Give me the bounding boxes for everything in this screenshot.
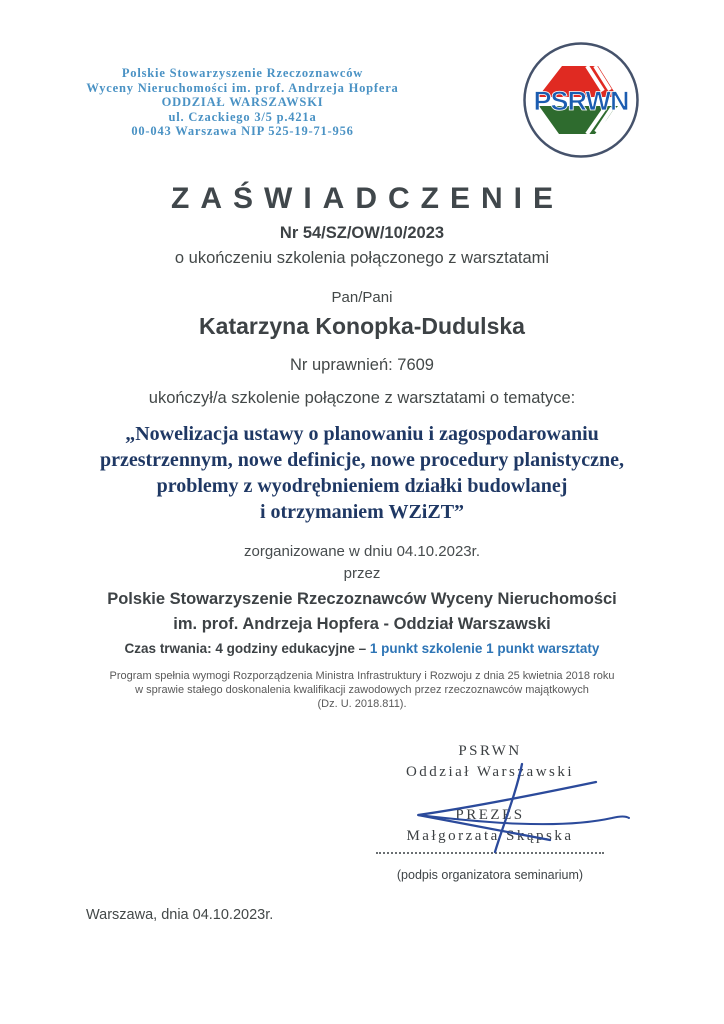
topic-line: przestrzennym, nowe definicje, nowe procedury planistyczne, bbox=[99, 449, 624, 471]
training-topic bbox=[0, 421, 724, 525]
organizer-line: im. prof. Andrzeja Hopfera - Oddział Warszawski bbox=[173, 615, 551, 633]
organized-date-line: zorganizowane w dniu 04.10.2023r. bbox=[243, 543, 480, 560]
org-line: ODDZIAŁ WARSZAWSKI bbox=[161, 95, 324, 110]
certificate-subtitle: o ukończeniu szkolenia połączonego z warsztatami bbox=[174, 249, 550, 267]
signature-dotted-line bbox=[376, 852, 604, 854]
by-line: przez bbox=[343, 565, 381, 582]
legal-line: Program spełnia wymogi Rozporządzenia Ministra Infrastruktury i Rozwoju z dnia 25 kwietnia 2018 roku bbox=[109, 670, 615, 682]
signature-gap bbox=[355, 783, 625, 805]
organization-header bbox=[55, 66, 430, 139]
org-line: 00-043 Warszawa NIP 525-19-71-956 bbox=[131, 124, 354, 139]
organizer-name bbox=[0, 587, 724, 637]
legal-note bbox=[0, 669, 724, 711]
completion-statement: ukończył/a szkolenie połączone z warsztatami o tematyce: bbox=[148, 389, 576, 407]
duration-line bbox=[0, 641, 724, 656]
topic-line: i otrzymaniem WZiZT” bbox=[259, 501, 465, 523]
recipient-name: Katarzyna Konopka-Dudulska bbox=[199, 313, 525, 339]
license-number: Nr uprawnień: 7609 bbox=[289, 356, 434, 374]
signature-caption: (podpis organizatora seminarium) bbox=[396, 868, 584, 882]
salutation: Pan/Pani bbox=[331, 289, 393, 306]
certificate-number: Nr 54/SZ/OW/10/2023 bbox=[279, 224, 445, 242]
signature-block bbox=[355, 741, 625, 886]
legal-line: (Dz. U. 2018.811). bbox=[317, 698, 407, 710]
place-and-date: Warszawa, dnia 04.10.2023r. bbox=[86, 907, 274, 923]
signature-branch: Oddział Warszawski bbox=[405, 764, 575, 780]
org-line: Wyceny Nieruchomości im. prof. Andrzeja Hopfera bbox=[86, 80, 399, 95]
duration-label: Czas trwania: 4 godziny edukacyjne – bbox=[124, 641, 370, 656]
topic-line: problemy z wyodrębnieniem działki budowlanej bbox=[156, 475, 568, 497]
signature-org: PSRWN bbox=[458, 743, 522, 759]
document-title: ZAŚWIADCZENIE bbox=[171, 182, 564, 215]
org-line: ul. Czackiego 3/5 p.421a bbox=[168, 109, 317, 124]
signature-role: PREZES bbox=[455, 807, 525, 823]
psrwn-logo-icon bbox=[521, 40, 641, 160]
duration-points: 1 punkt szkolenie 1 punkt warsztaty bbox=[369, 641, 600, 656]
org-line: Polskie Stowarzyszenie Rzeczoznawców bbox=[121, 66, 364, 80]
legal-line: w sprawie stałego doskonalenia kwalifikacji zawodowych przez rzeczoznawców majątkowych bbox=[135, 684, 589, 696]
logo-wordmark: PSRWN bbox=[533, 86, 629, 116]
topic-line: „Nowelizacja ustawy o planowaniu i zagospodarowaniu bbox=[125, 423, 599, 445]
signature-name: Małgorzata Skąpska bbox=[406, 828, 574, 844]
organizer-line: Polskie Stowarzyszenie Rzeczoznawców Wyceny Nieruchomości bbox=[107, 590, 617, 608]
